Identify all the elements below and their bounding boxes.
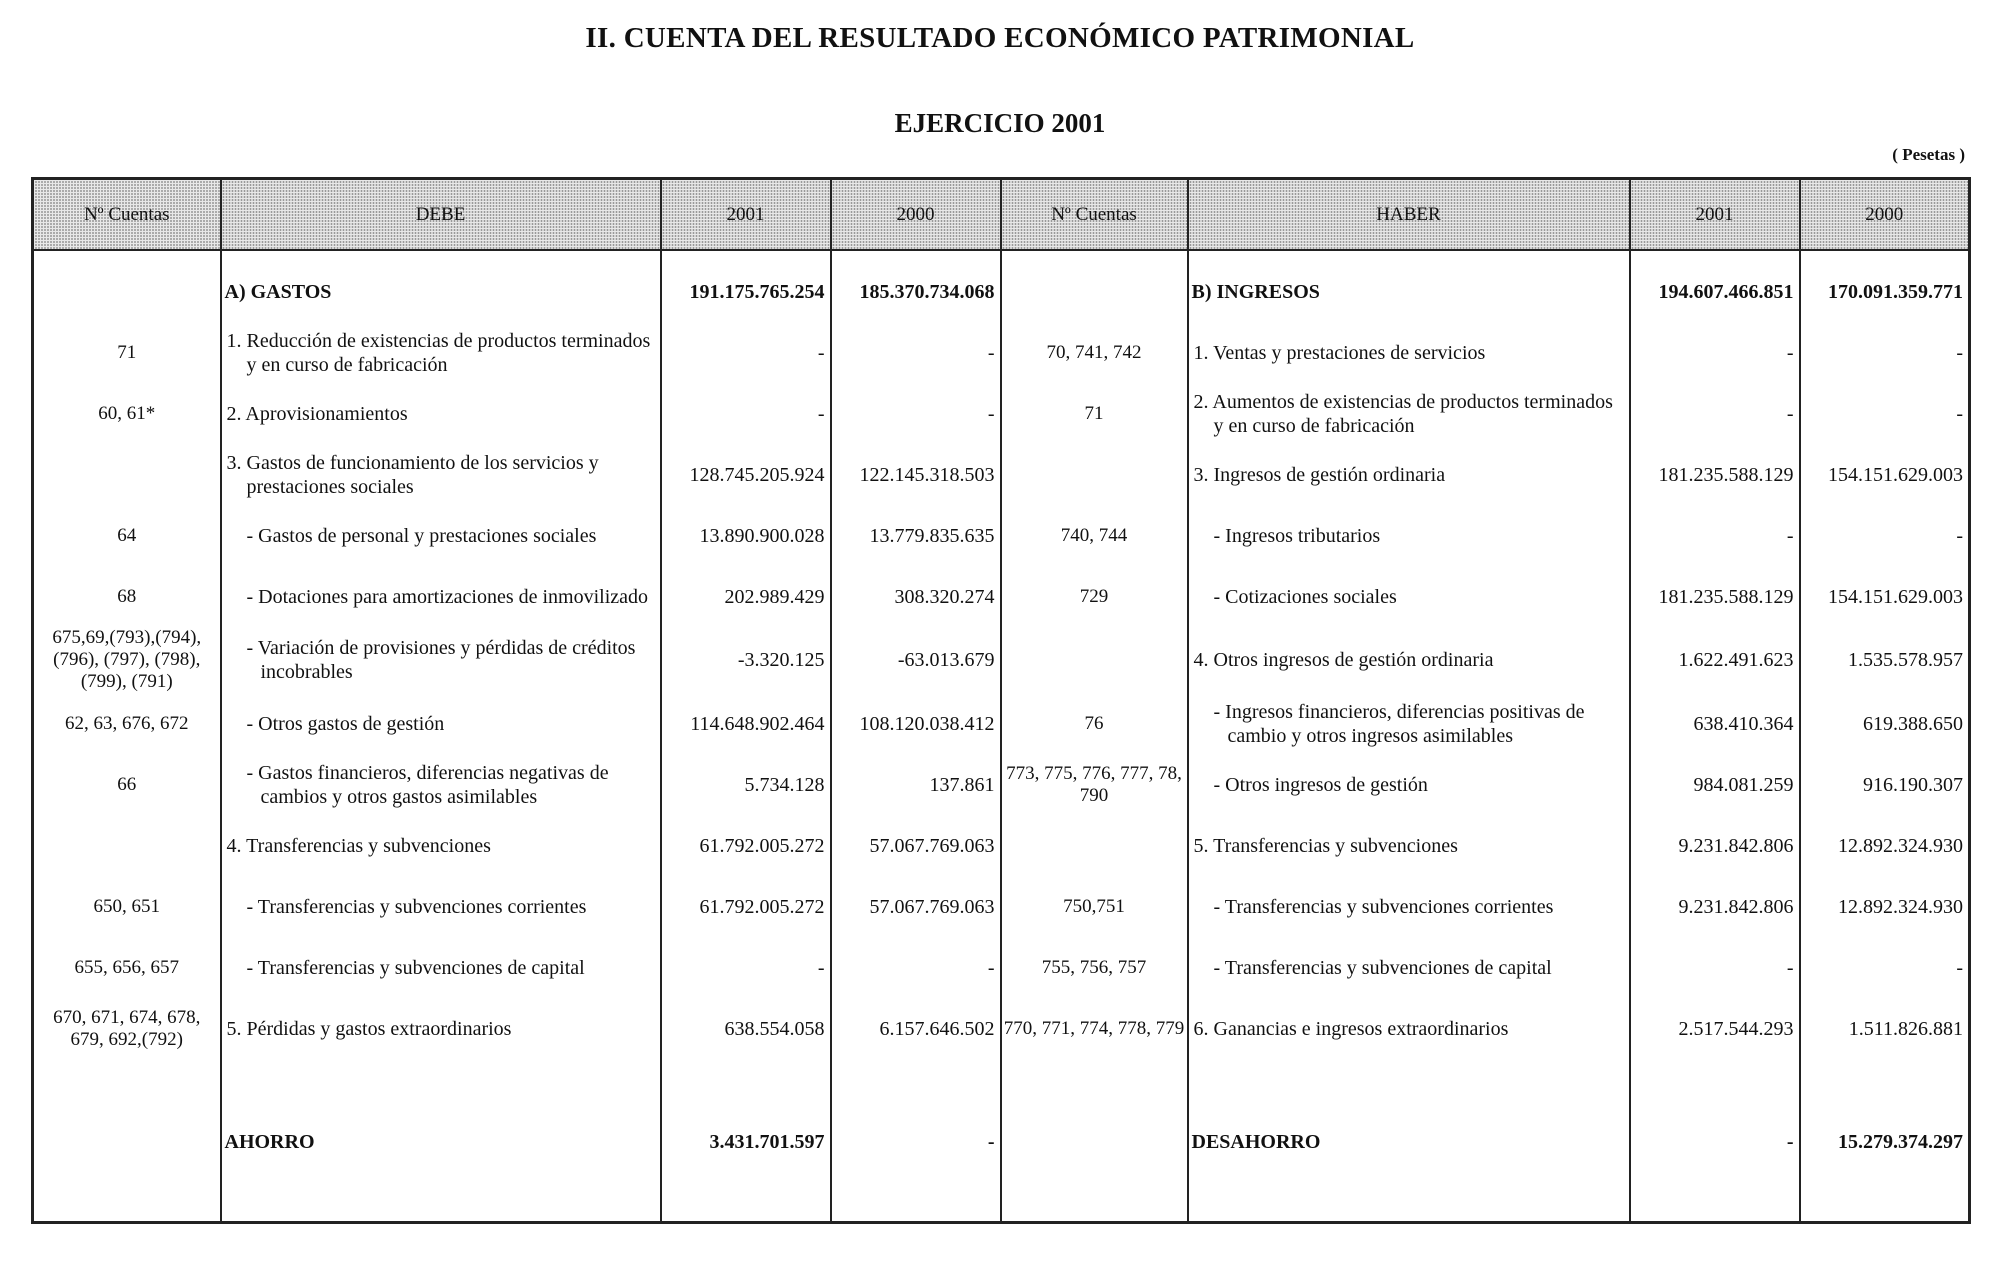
haber-account-cell [1001, 444, 1188, 505]
debe-2000-cell: 122.145.318.503 [831, 444, 1001, 505]
debe-2000-cell: 308.320.274 [831, 566, 1001, 627]
table-row [33, 815, 1970, 876]
table-row [33, 322, 1970, 383]
debe-2000-cell: 137.861 [831, 754, 1001, 815]
debe-account-cell: 650, 651 [33, 876, 221, 937]
table-row [33, 261, 1970, 322]
table-row [33, 998, 1970, 1059]
table-row [33, 627, 1970, 693]
haber-description-cell: 5. Transferencias y subvenciones [1188, 815, 1630, 876]
haber-2001-cell: - [1630, 505, 1800, 566]
table-row [33, 754, 1970, 815]
debe-2001-cell: - [661, 937, 831, 998]
haber-2001-cell: - [1630, 322, 1800, 383]
debe-2001-cell: 5.734.128 [661, 754, 831, 815]
debe-description-cell: 2. Aprovisionamientos [221, 383, 661, 444]
header-debe: DEBE [221, 179, 661, 251]
haber-account-cell: 729 [1001, 566, 1188, 627]
debe-2000-cell: 57.067.769.063 [831, 815, 1001, 876]
debe-2000-cell: 6.157.646.502 [831, 998, 1001, 1059]
debe-2001-cell: 61.792.005.272 [661, 876, 831, 937]
haber-description-cell: - Transferencias y subvenciones corrientes [1188, 876, 1630, 937]
debe-2001-cell: 114.648.902.464 [661, 693, 831, 754]
haber-description-cell: 2. Aumentos de existencias de productos terminados y en curso de fabricación [1188, 383, 1630, 444]
haber-description-cell: 4. Otros ingresos de gestión ordinaria [1188, 627, 1630, 693]
haber-description-cell: - Transferencias y subvenciones de capital [1188, 937, 1630, 998]
debe-account-cell [33, 261, 221, 322]
header-2000-haber: 2000 [1800, 179, 1970, 251]
table-row [33, 505, 1970, 566]
haber-account-cell: 76 [1001, 693, 1188, 754]
haber-description-cell: 6. Ganancias e ingresos extraordinarios [1188, 998, 1630, 1059]
debe-2000-cell: - [831, 383, 1001, 444]
table-row [33, 693, 1970, 754]
debe-account-cell: 62, 63, 676, 672 [33, 693, 221, 754]
debe-account-cell: 68 [33, 566, 221, 627]
haber-2001-cell: 9.231.842.806 [1630, 876, 1800, 937]
table-row [33, 444, 1970, 505]
debe-account-cell [33, 815, 221, 876]
haber-account-cell [1001, 261, 1188, 322]
debe-2001-cell: 61.792.005.272 [661, 815, 831, 876]
debe-2000-cell: 13.779.835.635 [831, 505, 1001, 566]
debe-2000-cell: - [831, 937, 1001, 998]
haber-2001-cell: 984.081.259 [1630, 754, 1800, 815]
haber-2000-cell: 1.535.578.957 [1800, 627, 1970, 693]
desahorro-2000-cell: 15.279.374.297 [1800, 1107, 1970, 1177]
debe-description-cell: A) GASTOS [221, 261, 661, 322]
haber-2001-cell: 1.622.491.623 [1630, 627, 1800, 693]
header-2001-debe: 2001 [661, 179, 831, 251]
haber-2000-cell: 916.190.307 [1800, 754, 1970, 815]
haber-description-cell: - Ingresos tributarios [1188, 505, 1630, 566]
haber-account-cell: 740, 744 [1001, 505, 1188, 566]
desahorro-2001-cell: - [1630, 1107, 1800, 1177]
haber-2000-cell: 170.091.359.771 [1800, 261, 1970, 322]
table-header-row [33, 179, 1970, 251]
debe-account-cell [33, 444, 221, 505]
ahorro-2000-cell: - [831, 1107, 1001, 1177]
haber-description-cell: - Otros ingresos de gestión [1188, 754, 1630, 815]
haber-2001-cell: - [1630, 383, 1800, 444]
haber-2000-cell: 12.892.324.930 [1800, 815, 1970, 876]
debe-account-cell: 64 [33, 505, 221, 566]
debe-description-cell: - Transferencias y subvenciones corrientes [221, 876, 661, 937]
header-cuentas-haber: Nº Cuentas [1001, 179, 1188, 251]
debe-2001-cell: 13.890.900.028 [661, 505, 831, 566]
debe-2001-cell: 128.745.205.924 [661, 444, 831, 505]
result-row [33, 1107, 1970, 1177]
fiscal-year-subtitle: EJERCICIO 2001 [894, 108, 1106, 138]
haber-account-cell: 750,751 [1001, 876, 1188, 937]
haber-2001-cell: 181.235.588.129 [1630, 444, 1800, 505]
haber-description-cell: - Cotizaciones sociales [1188, 566, 1630, 627]
debe-2001-cell: - [661, 322, 831, 383]
debe-2000-cell: 185.370.734.068 [831, 261, 1001, 322]
debe-account-cell: 60, 61* [33, 383, 221, 444]
debe-2001-cell: -3.320.125 [661, 627, 831, 693]
haber-account-cell: 755, 756, 757 [1001, 937, 1188, 998]
debe-description-cell: - Otros gastos de gestión [221, 693, 661, 754]
desahorro-label: DESAHORRO [1188, 1107, 1630, 1177]
page-title: II. CUENTA DEL RESULTADO ECONÓMICO PATRIMONIAL [585, 22, 1415, 54]
debe-description-cell: 5. Pérdidas y gastos extraordinarios [221, 998, 661, 1059]
table-row [33, 566, 1970, 627]
haber-2000-cell: 619.388.650 [1800, 693, 1970, 754]
debe-account-cell: 670, 671, 674, 678, 679, 692,(792) [33, 998, 221, 1059]
debe-description-cell: - Dotaciones para amortizaciones de inmovilizado [221, 566, 661, 627]
haber-2000-cell: 12.892.324.930 [1800, 876, 1970, 937]
debe-description-cell: - Transferencias y subvenciones de capital [221, 937, 661, 998]
haber-2000-cell: 154.151.629.003 [1800, 444, 1970, 505]
debe-account-cell: 655, 656, 657 [33, 937, 221, 998]
haber-description-cell: 3. Ingresos de gestión ordinaria [1188, 444, 1630, 505]
result-statement-table [31, 177, 1971, 1224]
haber-2000-cell: 1.511.826.881 [1800, 998, 1970, 1059]
haber-2000-cell: - [1800, 505, 1970, 566]
haber-description-cell: - Ingresos financieros, diferencias positivas de cambio y otros ingresos asimilables [1188, 693, 1630, 754]
haber-2001-cell: - [1630, 937, 1800, 998]
header-2000-debe: 2000 [831, 179, 1001, 251]
table-row [33, 383, 1970, 444]
haber-description-cell: B) INGRESOS [1188, 261, 1630, 322]
debe-description-cell: - Variación de provisiones y pérdidas de créditos incobrables [221, 627, 661, 693]
debe-description-cell: 1. Reducción de existencias de productos terminados y en curso de fabricación [221, 322, 661, 383]
debe-account-cell: 71 [33, 322, 221, 383]
header-cuentas-debe: Nº Cuentas [33, 179, 221, 251]
debe-account-cell: 66 [33, 754, 221, 815]
debe-2001-cell: 202.989.429 [661, 566, 831, 627]
debe-account-cell: 675,69,(793),(794), (796), (797), (798), (799), (791) [33, 627, 221, 693]
haber-account-cell [1001, 815, 1188, 876]
haber-account-cell: 71 [1001, 383, 1188, 444]
debe-2001-cell: - [661, 383, 831, 444]
haber-account-cell [1001, 627, 1188, 693]
haber-account-cell: 773, 775, 776, 777, 78, 790 [1001, 754, 1188, 815]
debe-description-cell: - Gastos de personal y prestaciones sociales [221, 505, 661, 566]
ahorro-label: AHORRO [221, 1107, 661, 1177]
debe-description-cell: 3. Gastos de funcionamiento de los servicios y prestaciones sociales [221, 444, 661, 505]
haber-2001-cell: 2.517.544.293 [1630, 998, 1800, 1059]
haber-2001-cell: 9.231.842.806 [1630, 815, 1800, 876]
debe-description-cell: - Gastos financieros, diferencias negativas de cambios y otros gastos asimilables [221, 754, 661, 815]
haber-2000-cell: - [1800, 383, 1970, 444]
haber-account-cell: 70, 741, 742 [1001, 322, 1188, 383]
haber-2001-cell: 638.410.364 [1630, 693, 1800, 754]
currency-unit-label: ( Pesetas ) [1892, 145, 1965, 164]
haber-2001-cell: 181.235.588.129 [1630, 566, 1800, 627]
table-row [33, 876, 1970, 937]
debe-2000-cell: 57.067.769.063 [831, 876, 1001, 937]
haber-2000-cell: 154.151.629.003 [1800, 566, 1970, 627]
debe-2000-cell: -63.013.679 [831, 627, 1001, 693]
debe-2000-cell: 108.120.038.412 [831, 693, 1001, 754]
table-row [33, 937, 1970, 998]
debe-description-cell: 4. Transferencias y subvenciones [221, 815, 661, 876]
header-haber: HABER [1188, 179, 1630, 251]
debe-2000-cell: - [831, 322, 1001, 383]
header-2001-haber: 2001 [1630, 179, 1800, 251]
haber-description-cell: 1. Ventas y prestaciones de servicios [1188, 322, 1630, 383]
haber-2000-cell: - [1800, 322, 1970, 383]
debe-2001-cell: 638.554.058 [661, 998, 831, 1059]
haber-2001-cell: 194.607.466.851 [1630, 261, 1800, 322]
haber-account-cell: 770, 771, 774, 778, 779 [1001, 998, 1188, 1059]
debe-2001-cell: 191.175.765.254 [661, 261, 831, 322]
haber-2000-cell: - [1800, 937, 1970, 998]
ahorro-2001-cell: 3.431.701.597 [661, 1107, 831, 1177]
